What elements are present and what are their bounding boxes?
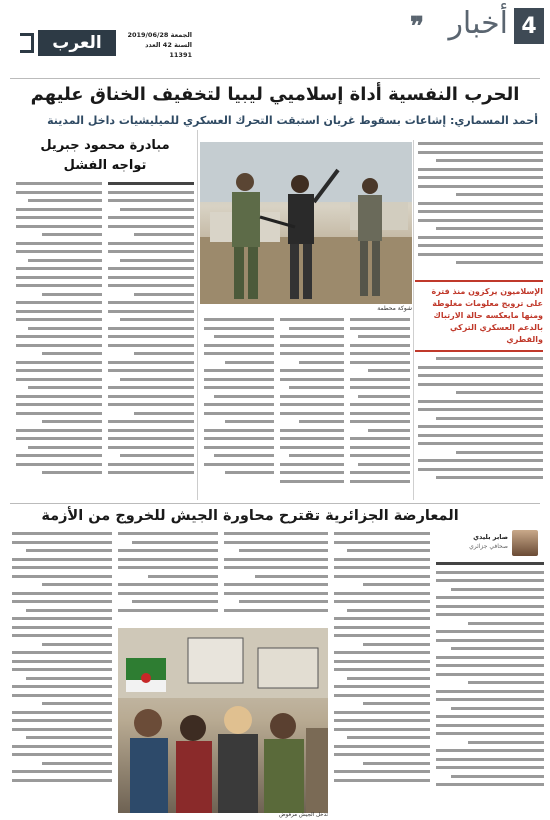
main-column-4 xyxy=(204,318,274,498)
side-box-column-2 xyxy=(16,182,102,494)
column-divider xyxy=(413,140,414,500)
photo-caption: شوكة محطمة xyxy=(377,305,412,312)
photo-caption-2: تدخل الجيش مرفوض xyxy=(278,812,328,818)
protest-photo xyxy=(118,628,328,813)
protest-photo-art xyxy=(118,628,328,813)
logo-mark xyxy=(20,33,34,53)
second-column-4 xyxy=(118,532,218,624)
author-name: صابر بليدي xyxy=(473,533,508,541)
side-box-title-line1: مبادرة محمود جبريل xyxy=(40,138,170,153)
story-divider xyxy=(10,503,540,504)
second-column-3 xyxy=(224,532,328,624)
main-headline: الحرب النفسية أداة إسلاميي ليبيا لتخفيف الخناق عليهم xyxy=(30,84,520,105)
main-subheadline: أحمد المسماري: إشاعات بسقوط غريان استبقت التحرك العسكري للميليشيات داخل المدينة xyxy=(47,114,538,127)
newspaper-logo: العرب xyxy=(38,30,116,56)
fighters-photo-art xyxy=(200,142,412,304)
second-column-2 xyxy=(334,532,430,812)
second-column-1 xyxy=(436,562,544,812)
second-headline: المعارضة الجزائرية تقترح محاورة الجيش للخروج من الأزمة xyxy=(41,508,459,524)
side-box-column-1 xyxy=(108,182,194,494)
issue-info xyxy=(122,30,192,60)
second-column-5 xyxy=(12,532,112,812)
fighters-photo xyxy=(200,142,412,304)
page-number: 4 xyxy=(514,8,544,44)
main-column-2 xyxy=(350,318,410,498)
main-column-1b xyxy=(418,340,543,498)
quote-icon: ❞ xyxy=(410,12,424,42)
side-box-title-line2: تواجه الفشل xyxy=(63,158,147,173)
side-box-title xyxy=(20,136,190,176)
author-role: صحافي جزائري xyxy=(469,543,508,550)
pull-quote: الإسلاميون يركزون منذ فترة على ترويج معلومات مغلوطة ومنها مايعكسه حالة الارتباك بالدعم العسكري التركي والقطري xyxy=(415,280,543,352)
section-title: أخبار xyxy=(448,6,508,41)
main-column-3 xyxy=(280,318,344,498)
header-divider xyxy=(10,78,540,79)
author-avatar xyxy=(512,530,538,556)
issue-date: الجمعة 2019/06/28 xyxy=(127,31,192,39)
issue-number: السنة 42 العدد 11391 xyxy=(145,41,192,59)
main-column-1 xyxy=(418,142,543,277)
